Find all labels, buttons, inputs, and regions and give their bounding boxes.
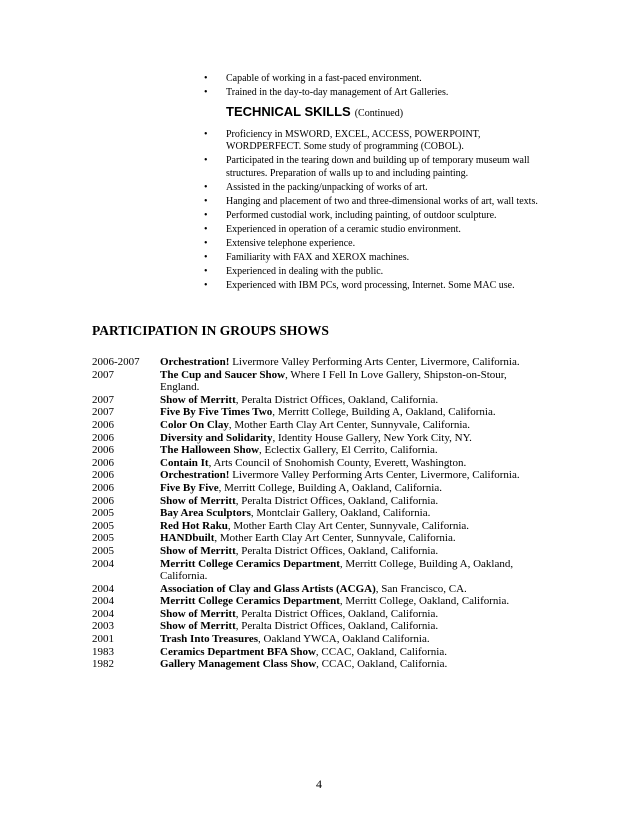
show-title: Association of Clay and Glass Artists (ACGA) [160, 582, 376, 595]
show-row [92, 558, 532, 583]
technical-skills-heading [204, 103, 544, 121]
show-year: 2007 [92, 406, 114, 419]
show-details: , Peralta District Offices, Oakland, California. [235, 494, 439, 507]
bullet-text: Familiarity with FAX and XEROX machines. [226, 251, 410, 263]
bullet-item [204, 129, 544, 154]
bullet-icon: • [204, 195, 208, 207]
show-title: Five By Five [160, 481, 219, 494]
show-details: , Mother Earth Clay Art Center, Sunnyvale, California. [227, 519, 470, 532]
show-year: 2006-2007 [92, 356, 140, 368]
show-description [160, 356, 532, 369]
show-description [160, 545, 532, 558]
show-details: , Merritt College, Building A, Oakland, California. [218, 481, 442, 494]
show-title: Gallery Management Class Show [160, 658, 317, 671]
show-row [92, 432, 532, 445]
show-year: 2006 [92, 431, 114, 444]
bullet-item [204, 252, 544, 265]
show-row [92, 658, 532, 671]
show-description [160, 633, 532, 646]
technical-skills-suffix: (Continued) [354, 107, 404, 119]
show-details: , Peralta District Offices, Oakland, California. [235, 544, 439, 557]
show-description [160, 419, 532, 432]
show-description [160, 646, 532, 659]
show-title: Ceramics Department BFA Show [160, 645, 316, 658]
bullet-text: Experienced with IBM PCs, word processing, Internet. Some MAC use. [226, 279, 515, 291]
show-details: , Arts Council of Snohomish County, Everett, Washington. [208, 456, 467, 469]
show-title: Orchestration! [160, 469, 230, 482]
show-title: Show of Merritt [160, 494, 236, 507]
bullet-item [204, 87, 544, 100]
bullet-item [204, 73, 544, 86]
technical-skills-list [204, 129, 544, 293]
show-row [92, 457, 532, 470]
bullet-item [204, 266, 544, 279]
show-row [92, 532, 532, 545]
show-year: 2004 [92, 607, 114, 620]
show-row [92, 419, 532, 432]
show-year: 2006 [92, 456, 114, 469]
show-row [92, 406, 532, 419]
show-row [92, 495, 532, 508]
show-year: 2004 [92, 582, 114, 595]
show-row [92, 620, 532, 633]
show-year: 1982 [92, 658, 114, 671]
skills-bullets [204, 73, 544, 294]
show-details: , Peralta District Offices, Oakland, California. [235, 607, 439, 620]
show-row [92, 595, 532, 608]
show-row [92, 520, 532, 533]
bullet-icon: • [204, 128, 208, 140]
show-title: Color On Clay [160, 418, 229, 431]
show-title: Bay Area Sculptors [160, 507, 251, 520]
show-title: Show of Merritt [160, 607, 236, 620]
show-details: , CCAC, Oakland, California. [316, 658, 448, 671]
show-title: Show of Merritt [160, 393, 236, 406]
show-title: Show of Merritt [160, 620, 236, 633]
group-shows-list [92, 356, 532, 671]
bullet-icon: • [204, 87, 208, 98]
show-year: 2006 [92, 481, 114, 494]
show-description [160, 495, 532, 508]
show-title: Contain It [160, 456, 209, 469]
show-row [92, 444, 532, 457]
show-row [92, 469, 532, 482]
show-description [160, 583, 532, 596]
show-title: Show of Merritt [160, 544, 236, 557]
bullet-text: Participated in the tearing down and building up of temporary museum wall structures. Preparation of walls up to and including painting. [226, 155, 530, 179]
show-year: 2006 [92, 444, 114, 457]
show-row [92, 507, 532, 520]
bullet-text: Trained in the day-to-day management of Art Galleries. [226, 87, 449, 98]
show-title: Orchestration! [160, 356, 230, 368]
show-description [160, 406, 532, 419]
show-details: , Merritt College, Building A, Oakland, California. [160, 557, 514, 583]
show-details: , Merritt College, Oakland, California. [339, 595, 510, 608]
show-title: Diversity and Solidarity [160, 431, 273, 444]
show-details: , Montclair Gallery, Oakland, California. [250, 507, 431, 520]
page-number: 4 [316, 777, 322, 791]
show-details: Livermore Valley Performing Arts Center, Livermore, California. [229, 356, 520, 368]
show-details: , CCAC, Oakland, California. [315, 645, 447, 658]
show-details: , Oakland YWCA, Oakland California. [258, 633, 430, 646]
bullet-icon: • [204, 237, 208, 249]
show-year: 2003 [92, 620, 114, 633]
bullet-text: Performed custodial work, including painting, of outdoor sculpture. [226, 209, 497, 221]
bullet-icon: • [204, 181, 208, 193]
show-details: , Mother Earth Clay Art Center, Sunnyvale, California. [214, 532, 456, 545]
bullet-icon: • [204, 223, 208, 235]
bullet-item [204, 182, 544, 195]
show-description [160, 394, 532, 407]
show-description [160, 532, 532, 545]
show-details: Livermore Valley Performing Arts Center, Livermore, California. [229, 469, 520, 482]
show-description [160, 608, 532, 621]
show-details: , Merritt College, Building A, Oakland, California. [272, 406, 496, 419]
show-title: Red Hot Raku [160, 519, 228, 532]
show-description [160, 658, 532, 671]
bullet-item [204, 155, 544, 180]
bullet-text: Capable of working in a fast-paced environment. [226, 73, 422, 84]
show-description [160, 520, 532, 533]
top-bullet-list [204, 73, 544, 100]
show-title: The Cup and Saucer Show [160, 368, 286, 381]
show-year: 2007 [92, 368, 114, 381]
show-description [160, 457, 532, 470]
show-description [160, 444, 532, 457]
show-year: 2001 [92, 633, 114, 646]
bullet-text: Proficiency in MSWORD, EXCEL, ACCESS, POWERPOINT, WORDPERFECT. Some study of programming (COBOL). [226, 128, 481, 152]
bullet-icon: • [204, 209, 208, 221]
show-year: 2004 [92, 557, 114, 570]
show-year: 2006 [92, 494, 114, 507]
bullet-item [204, 196, 544, 209]
bullet-text: Experienced in operation of a ceramic studio environment. [226, 223, 461, 235]
show-details: , Identity House Gallery, New York City, NY. [272, 431, 472, 444]
show-row [92, 545, 532, 558]
show-description [160, 369, 532, 394]
show-row [92, 356, 532, 369]
show-row [92, 633, 532, 646]
show-year: 2006 [92, 418, 114, 431]
show-year: 2006 [92, 469, 114, 482]
show-description [160, 432, 532, 445]
show-row [92, 394, 532, 407]
show-description [160, 620, 532, 633]
show-details: , Mother Earth Clay Art Center, Sunnyvale, California. [228, 418, 471, 431]
show-year: 2005 [92, 544, 114, 557]
bullet-item [204, 238, 544, 251]
show-details: , Peralta District Offices, Oakland, California. [235, 393, 439, 406]
show-title: The Halloween Show [160, 444, 260, 457]
bullet-text: Assisted in the packing/unpacking of works of art. [226, 181, 428, 193]
show-year: 2005 [92, 507, 114, 520]
show-year: 2005 [92, 532, 114, 545]
bullet-icon: • [204, 155, 208, 166]
show-title: HANDbuilt [160, 532, 215, 545]
show-row [92, 482, 532, 495]
bullet-text: Extensive telephone experience. [226, 237, 356, 249]
bullet-item [204, 280, 544, 293]
show-title: Trash Into Treasures [160, 633, 258, 646]
show-details: , Eclectix Gallery, El Cerrito, California. [259, 444, 438, 457]
show-year: 1983 [92, 645, 114, 658]
show-year: 2005 [92, 519, 114, 532]
show-row [92, 646, 532, 659]
bullet-icon: • [204, 251, 208, 263]
show-year: 2007 [92, 393, 114, 406]
show-details: , Peralta District Offices, Oakland, California. [235, 620, 439, 633]
show-year: 2004 [92, 595, 114, 608]
bullet-text: Experienced in dealing with the public. [226, 265, 384, 277]
show-details: , San Francisco, CA. [375, 582, 467, 595]
bullet-text: Hanging and placement of two and three-dimensional works of art, wall texts. [226, 195, 538, 207]
bullet-icon: • [204, 279, 208, 291]
show-row [92, 608, 532, 621]
technical-skills-title: TECHNICAL SKILLS [226, 103, 351, 119]
show-title: Merritt College Ceramics Department [160, 595, 340, 608]
show-description [160, 507, 532, 520]
show-description [160, 469, 532, 482]
show-row [92, 583, 532, 596]
bullet-item [204, 210, 544, 223]
show-title: Five By Five Times Two [160, 406, 273, 419]
show-row [92, 369, 532, 394]
bullet-icon: • [204, 265, 208, 277]
show-title: Merritt College Ceramics Department [160, 557, 340, 570]
group-shows-title: PARTICIPATION IN GROUPS SHOWS [92, 323, 329, 338]
bullet-item [204, 224, 544, 237]
show-details: , Where I Fell In Love Gallery, Shipston-on-Stour, England. [160, 368, 507, 394]
bullet-icon: • [204, 73, 208, 84]
show-description [160, 558, 532, 583]
show-description [160, 595, 532, 608]
show-description [160, 482, 532, 495]
